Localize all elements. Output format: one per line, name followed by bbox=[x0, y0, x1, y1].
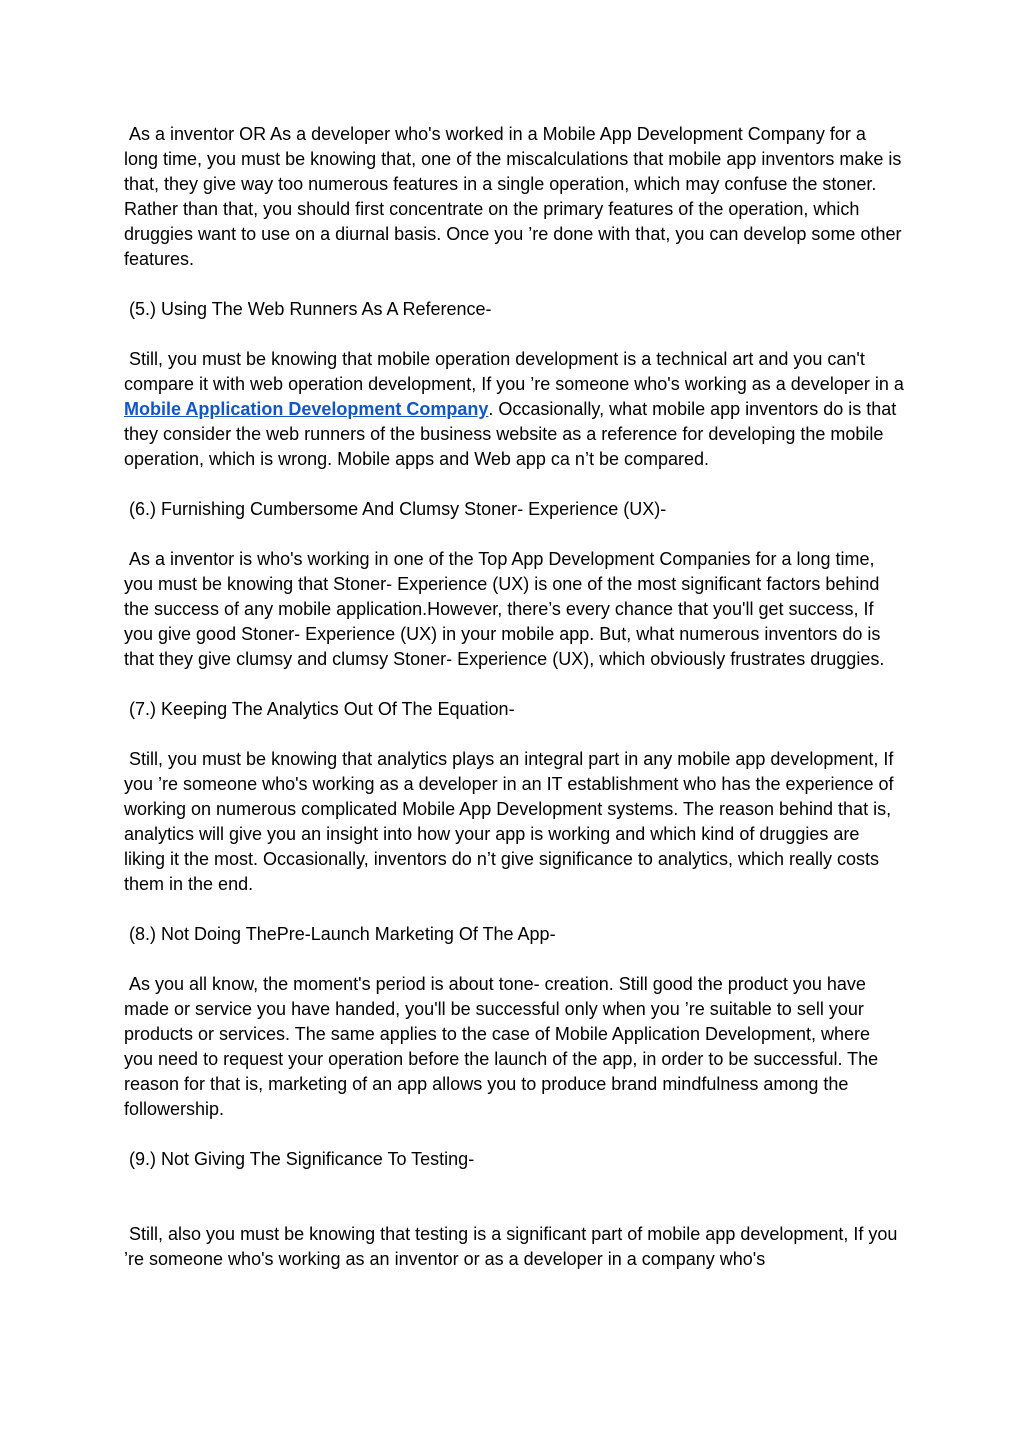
document-page bbox=[124, 122, 909, 1297]
section-heading-7: (7.) Keeping The Analytics Out Of The Equation- bbox=[124, 699, 515, 719]
paragraph-web-runners-text-before: Still, you must be knowing that mobile operation development is a technical art and you can't compare it with web operation development, If you ’re someone who's working as a developer in a bbox=[124, 349, 909, 394]
paragraph-ux: As a inventor is who's working in one of the Top App Development Companies for a long time, you must be knowing that Stoner- Experience (UX) is one of the most significant factors behind the success of any mobile application.However, there’s every chance that you'll get success, If you give good Stoner- Experience (UX) in your mobile app. But, what numerous inventors do is that they give clumsy and clumsy Stoner- Experience (UX), which obviously frustrates druggies. bbox=[124, 549, 886, 669]
mobile-app-dev-company-link[interactable]: Mobile Application Development Company bbox=[124, 399, 489, 419]
section-heading-6: (6.) Furnishing Cumbersome And Clumsy Stoner- Experience (UX)- bbox=[124, 499, 667, 519]
paragraph-intro: As a inventor OR As a developer who's worked in a Mobile App Development Company for a long time, you must be knowing that, one of the miscalculations that mobile app inventors make is that, they give way too numerous features in a single operation, which may confuse the stoner. Rather than that, you should first concentrate on the primary features of the operation, which druggies want to use on a diurnal basis. Once you ’re done with that, you can develop some other features. bbox=[124, 124, 907, 269]
section-heading-8: (8.) Not Doing ThePre-Launch Marketing Of The App- bbox=[124, 924, 556, 944]
section-heading-5: (5.) Using The Web Runners As A Reference- bbox=[124, 299, 492, 319]
paragraph-web-runners bbox=[124, 347, 909, 472]
paragraph-web-runners-text-after: . Occasionally, what mobile app inventors do is that they consider the web runners of the business website as a reference for developing the mobile operation, which is wrong. Mobile apps and Web app ca n’t be compared. bbox=[124, 399, 902, 469]
paragraph-analytics: Still, you must be knowing that analytics plays an integral part in any mobile app development, If you ’re someone who's working as a developer in an IT establishment who has the experience of working on numerous complicated Mobile App Development systems. The reason behind that is, analytics will give you an insight into how your app is working and which kind of druggies are liking it the most. Occasionally, inventors do n’t give significance to analytics, which really costs them in the end. bbox=[124, 749, 899, 894]
paragraph-testing: Still, also you must be knowing that testing is a significant part of mobile app development, If you ’re someone who's working as an inventor or as a developer in a company who's bbox=[124, 1224, 903, 1269]
paragraph-marketing: As you all know, the moment's period is about tone- creation. Still good the product you have made or service you have handed, you'll be successful only when you ’re suitable to sell your products or services. The same applies to the case of Mobile Application Development, where you need to request your operation before the launch of the app, in order to be successful. The reason for that is, marketing of an app allows you to produce brand mindfulness among the followership. bbox=[124, 974, 884, 1119]
section-heading-9: (9.) Not Giving The Significance To Testing- bbox=[124, 1149, 475, 1169]
